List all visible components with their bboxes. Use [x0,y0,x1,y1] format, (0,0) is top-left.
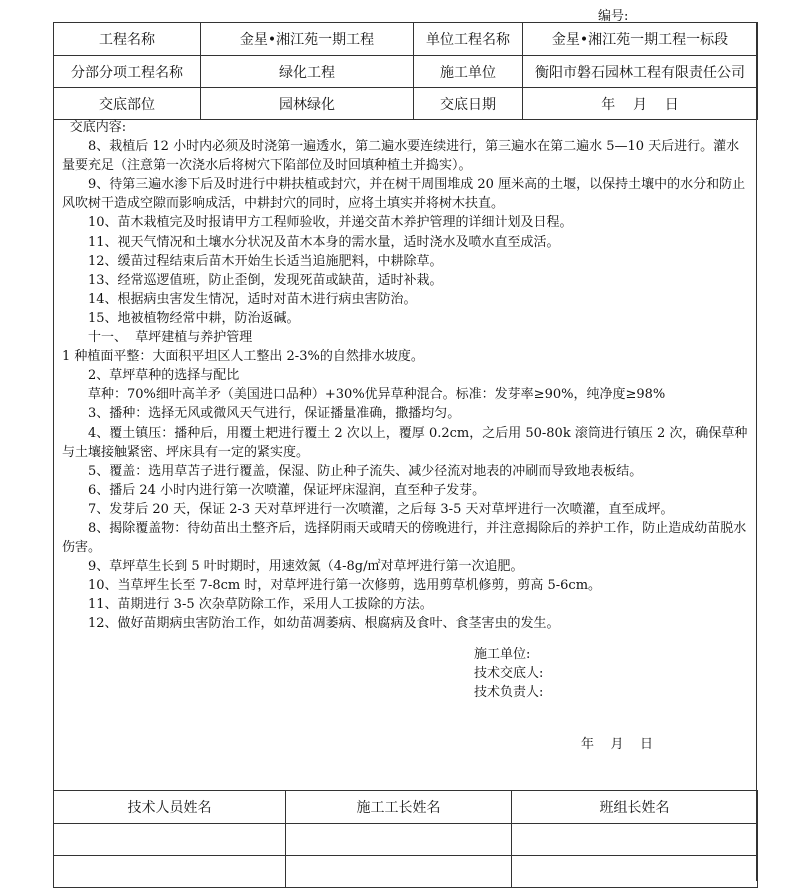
disclosure-part-value: 园林绿化 [201,88,414,120]
technician-name-cell [54,824,286,856]
content-line: 10、当草坪生长至 7-8cm 时，对草坪进行第一次修剪，选用剪草机修剪，剪高 5-6cm。 [88,578,602,594]
content-line: 11、苗期进行 3-5 次杂草防除工作，采用人工拔除的方法。 [88,597,433,613]
content-line: 1 种植面平整：大面积平坦区人工整出 2-3%的自然排水坡度。 [62,349,424,365]
content-line: 6、播后 24 小时内进行第一次喷灌，保证坪床湿润，直至种子发芽。 [88,482,486,498]
disclosure-content [62,118,752,634]
construction-unit-label: 施工单位 [414,56,523,88]
content-line: 9、草坪草生长到 5 叶时期时，用速效氮（4-8g/㎡对草坪进行第一次追肥。 [88,559,524,575]
signature-unit-label: 施工单位: [474,647,531,662]
disclosure-date-label: 交底日期 [414,88,523,120]
footer-blank-row [54,856,758,888]
signature-discloser-label: 技术交底人: [474,666,544,681]
content-line: 15、地被植物经常中耕，防治返碱。 [88,310,300,326]
signature-block [474,645,543,702]
team-leader-name-cell [512,824,758,856]
content-line: 4、覆土镇压：播种后，用覆土耙进行覆土 2 次以上，覆厚 0.2cm，之后用 50-80k 滚筒进行镇压 2 次，确保草种与土壤接触紧密、坪床具有一定的紧实度。 [62,425,748,460]
disclosure-part-label: 交底部位 [54,88,201,120]
unit-project-label: 单位工程名称 [414,23,523,56]
content-line: 8、栽植后 12 小时内必须及时浇第一遍透水，第二遍水要连续进行，第三遍水在第二遍水 5—10 天后进行。灌水量要充足（注意第一次浇水后将树穴下陷部位及时回填种植土并捣实）。 [62,139,740,174]
header-row-project [54,23,758,56]
construction-unit-value: 衡阳市磐石园林工程有限责任公司 [523,56,758,88]
subproject-label: 分部分项工程名称 [54,56,201,88]
foreman-name-cell [286,856,512,888]
content-line: 11、视天气情况和土壤水分状况及苗木本身的需水量，适时浇水及喷水直至成活。 [88,234,560,250]
subproject-value: 绿化工程 [201,56,414,88]
disclosure-date-value: 年 月 日 [523,88,758,120]
content-heading: 交底内容: [69,120,127,135]
content-line: 草种：70%细叶高羊矛（美国进口品种）+30%优异草种混合。标准：发芽率≥90%，纯净度≥98% [88,387,666,403]
content-line: 10、苗木栽植完及时报请甲方工程师验收，并递交苗木养护管理的详细计划及日程。 [88,215,573,231]
team-leader-name-cell [512,856,758,888]
content-line: 8、揭除覆盖物：待幼苗出土整齐后，选择阴雨天或晴天的傍晚进行，并注意揭除后的养护工作，防止造成幼苗脱水伤害。 [62,520,747,556]
footer-blank-row [54,824,758,856]
content-line: 5、覆盖：选用草苫子进行覆盖，保湿、防止种子流失、减少径流对地表的冲刷而导致地表板结。 [88,463,643,479]
content-line: 7、发芽后 20 天，保证 2-3 天对草坪进行一次喷灌，之后每 3-5 天对草坪进行一次喷灌，直至成坪。 [88,501,674,517]
header-row-disclosure [54,88,758,120]
content-line: 14、根据病虫害发生情况，适时对苗木进行病虫害防治。 [88,291,417,307]
footer-header-row [54,791,758,824]
unit-project-value: 金星•湘江苑一期工程一标段 [523,23,758,56]
content-line: 2、草坪草种的选择与配比 [88,368,240,384]
header-table [53,22,758,120]
section-heading: 十一、 草坪建植与养护管理 [88,330,253,346]
project-name-label: 工程名称 [54,23,201,56]
content-line: 12、缓苗过程结束后苗木开始生长适当追施肥料，中耕除草。 [88,253,443,269]
content-line: 12、做好苗期病虫害防治工作，如幼苗凋萎病、根腐病及食叶、食茎害虫的发生。 [88,616,560,632]
content-line: 13、经常巡逻值班，防止歪倒，发现死苗或缺苗，适时补栽。 [88,272,443,288]
document-number-label: 编号: [598,9,629,24]
header-row-subproject [54,56,758,88]
technician-name-header: 技术人员姓名 [54,791,286,824]
foreman-name-header: 施工工长姓名 [286,791,512,824]
signature-leader-label: 技术负责人: [474,685,544,700]
signature-date: 年 月 日 [581,737,654,752]
content-line: 9、待第三遍水渗下后及时进行中耕扶植或封穴，并在树干周围堆成 20 厘米高的土堰，以保持土壤中的水分和防止风吹树干造成空隙而影响成活，中耕封穴的同时，应将土填实并将树木扶直。 [62,177,746,212]
foreman-name-cell [286,824,512,856]
technician-name-cell [54,856,286,888]
team-leader-name-header: 班组长姓名 [512,791,758,824]
project-name-value: 金星•湘江苑一期工程 [201,23,414,56]
content-line: 3、播种：选择无风或微风天气进行，保证播量准确，撒播均匀。 [88,406,461,422]
footer-signature-table [53,790,758,888]
